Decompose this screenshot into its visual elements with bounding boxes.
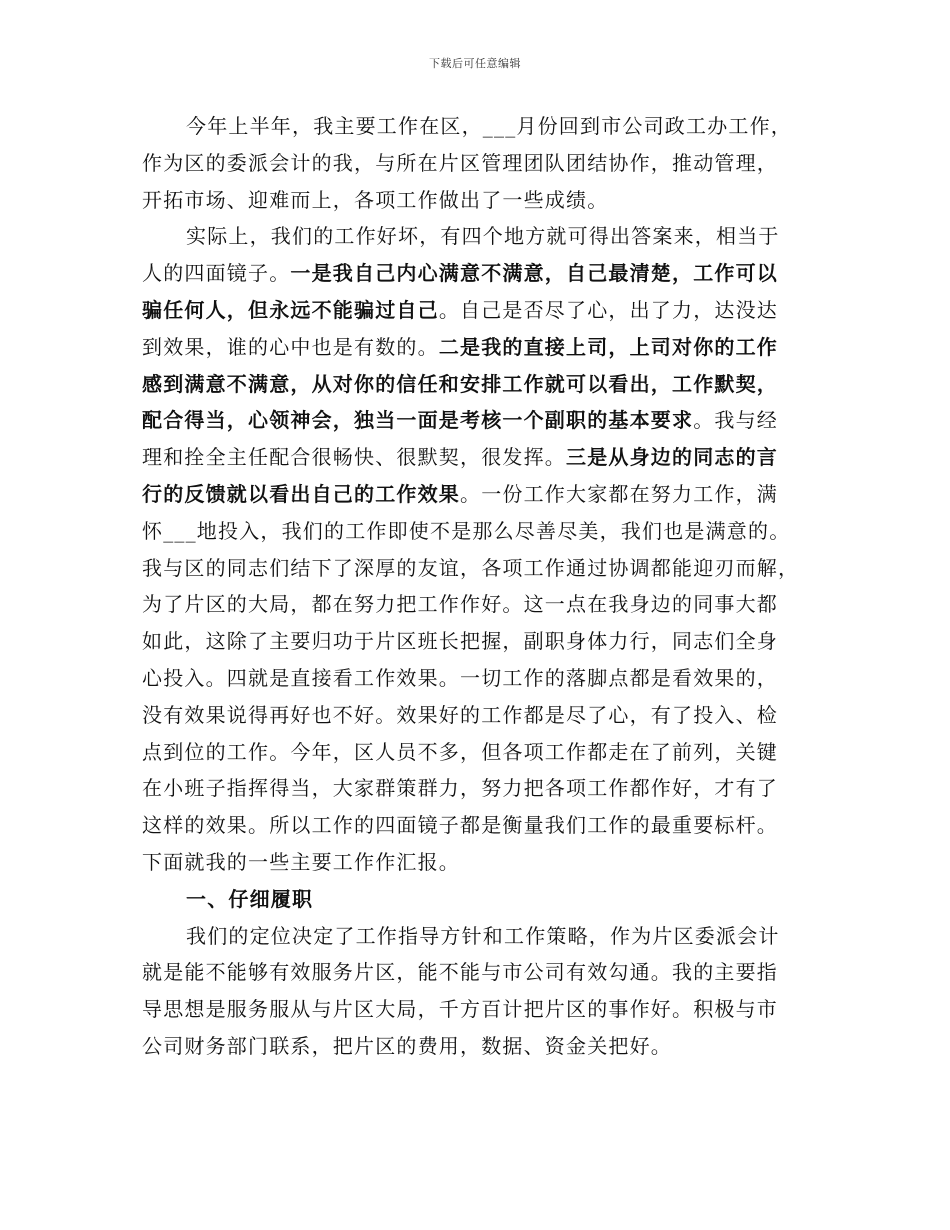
text-line <box>142 329 814 366</box>
text-line <box>142 550 814 587</box>
text-segment: 作为区的委派会计的我，与所在片区管理团队团结协作，推动管理， <box>142 150 778 175</box>
text-line <box>142 145 814 182</box>
text-line <box>142 366 814 403</box>
text-line <box>142 586 814 623</box>
text-line <box>142 954 814 991</box>
text-segment: 就是能不能够有效服务片区，能不能与市公司有效勾通。我的主要指 <box>142 960 778 985</box>
text-line <box>142 1028 814 1065</box>
text-segment: 下面就我的一些主要工作作汇报。 <box>142 849 460 874</box>
text-segment: 如此，这除了主要归功于片区班长把握，副职身体力行，同志们全身 <box>142 629 778 654</box>
text-line <box>142 108 814 145</box>
text-segment: 导思想是服务服从与片区大局，千方百计把片区的事作好。积极与市 <box>142 997 778 1022</box>
text-segment: 怀___地投入，我们的工作即使不是那么尽善尽美，我们也是满意的。 <box>142 518 791 543</box>
text-segment: 这样的效果。所以工作的四面镜子都是衡量我们工作的最重要标杆。 <box>142 813 778 838</box>
bold-text-segment: 感到满意不满意，从对你的信任和安排工作就可以看出，工作默契， <box>142 371 778 396</box>
text-segment: 心投入。四就是直接看工作效果。一切工作的落脚点都是看效果的， <box>142 665 778 690</box>
text-line <box>142 697 814 734</box>
text-line <box>142 660 814 697</box>
text-line <box>142 439 814 476</box>
text-segment: 点到位的工作。今年，区人员不多，但各项工作都走在了前列，关键 <box>142 739 778 764</box>
text-segment: 我与区的同志们结下了深厚的友谊，各项工作通过协调都能迎刃而解， <box>142 555 800 580</box>
text-segment: 。自己是否尽了心，出了力，达没达 <box>438 297 779 322</box>
document-body <box>142 108 814 1065</box>
bold-text-segment: 行的反馈就以看出自己的工作效果 <box>142 481 460 506</box>
text-segment: 我们的定位决定了工作指导方针和工作策略，作为片区委派会计 <box>186 923 780 948</box>
text-line <box>142 292 814 329</box>
text-line <box>142 623 814 660</box>
text-line <box>142 513 814 550</box>
text-line <box>142 402 814 439</box>
text-segment: 理和拴全主任配合很畅快、很默契，很发挥。 <box>142 445 566 470</box>
text-line <box>142 918 814 955</box>
text-segment: 在小班子指挥得当，大家群策群力，努力把各项工作都作好，才有了 <box>142 776 778 801</box>
bold-text-segment: 配合得当，心领神会，独当一面是考核一个副职的基本要求 <box>142 408 694 433</box>
text-line <box>142 991 814 1028</box>
text-segment: 。我与经 <box>693 408 779 433</box>
text-segment: 。一份工作大家都在努力工作，满 <box>460 481 778 506</box>
text-segment: 没有效果说得再好也不好。效果好的工作都是尽了心，有了投入、检 <box>142 702 778 727</box>
text-line <box>142 770 814 807</box>
text-line <box>142 476 814 513</box>
bold-text-segment: 一是我自己内心满意不满意，自己最清楚，工作可以 <box>290 261 779 286</box>
bold-text-segment: 骗任何人，但永远不能骗过自己 <box>142 297 439 322</box>
bold-text-segment: 一、仔细履职 <box>186 886 314 911</box>
bold-text-segment: 二是我的直接上司，上司对你的工作 <box>438 334 779 359</box>
text-segment: 到效果，谁的心中也是有数的。 <box>142 334 439 359</box>
text-line <box>142 255 814 292</box>
text-segment: 为了片区的大局，都在努力把工作作好。这一点在我身边的同事大都 <box>142 592 778 617</box>
text-segment: 公司财务部门联系，把片区的费用，数据、资金关把好。 <box>142 1033 672 1058</box>
page-header-note: 下载后可任意编辑 <box>429 57 521 70</box>
text-line <box>142 182 814 219</box>
text-segment: 实际上，我们的工作好坏，有四个地方就可得出答案来，相当于 <box>186 224 780 249</box>
text-line <box>142 881 814 918</box>
text-segment: 开拓市场、迎难而上，各项工作做出了一些成绩。 <box>142 187 609 212</box>
text-segment: 人的四面镜子。 <box>142 261 291 286</box>
text-line <box>142 218 814 255</box>
text-segment: 今年上半年，我主要工作在区，___月份回到市公司政工办工作， <box>186 114 792 138</box>
text-line <box>142 807 814 844</box>
text-line <box>142 844 814 881</box>
bold-text-segment: 三是从身边的同志的言 <box>566 445 778 470</box>
text-line <box>142 734 814 771</box>
